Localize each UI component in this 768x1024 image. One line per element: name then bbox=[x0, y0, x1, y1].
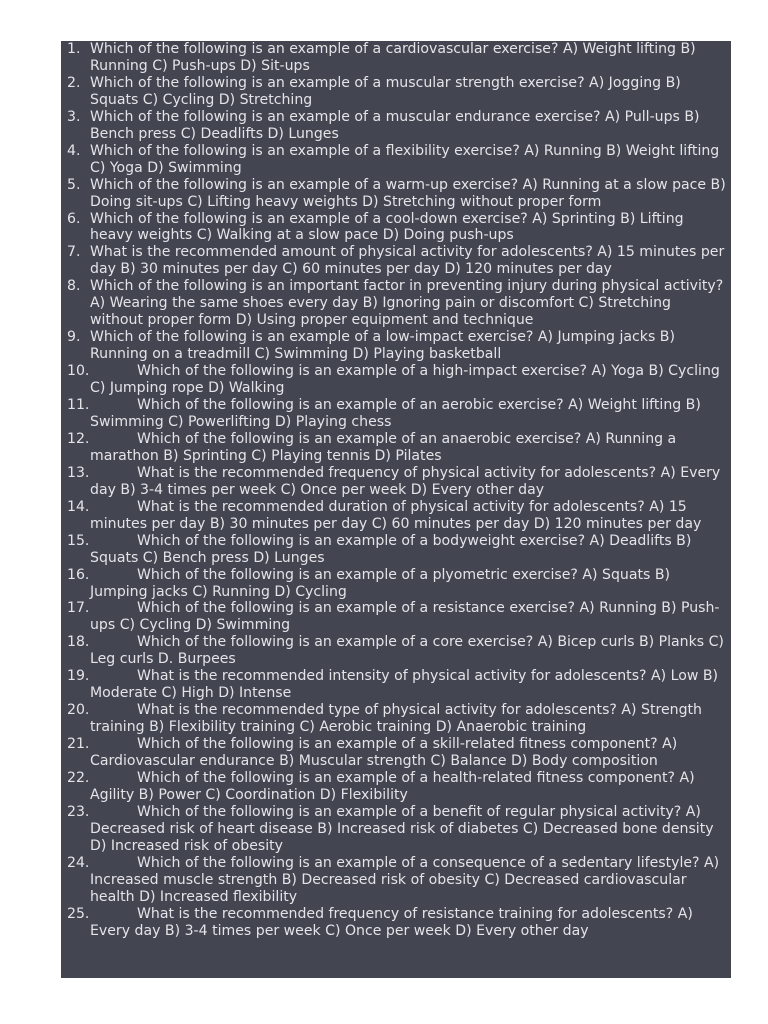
question-text: Which of the following is an example of a low-impact exercise? A) Jumping jacks B) Running on a treadmill C) Swimming D) Playing basketball bbox=[90, 329, 675, 363]
question-item bbox=[67, 855, 728, 906]
document-text-block bbox=[61, 41, 731, 978]
question-number: 24. bbox=[67, 854, 90, 871]
question-number: 15. bbox=[67, 532, 90, 549]
question-item bbox=[67, 143, 728, 177]
question-text: Which of the following is an example of an aerobic exercise? A) Weight lifting B) Swimming C) Powerlifting D) Playing chess bbox=[90, 397, 701, 430]
question-list bbox=[67, 41, 728, 940]
question-number: 11. bbox=[67, 397, 90, 414]
question-text: Which of the following is an example of an anaerobic exercise? A) Running a marathon B) Sprinting C) Playing tennis D) Pilates bbox=[90, 430, 677, 464]
question-number: 6. bbox=[67, 210, 81, 227]
question-item bbox=[67, 109, 728, 143]
question-text: What is the recommended duration of physical activity for adolescents? A) 15 minutes per day B) 30 minutes per day C) 60 minutes per day D) 120 minutes per day bbox=[90, 498, 702, 532]
question-text: Which of the following is an example of a muscular strength exercise? A) Jogging B) Squats C) Cycling D) Stretching bbox=[90, 74, 681, 108]
question-number: 18. bbox=[67, 634, 90, 651]
question-item bbox=[67, 702, 728, 736]
question-text: Which of the following is an example of a muscular endurance exercise? A) Pull-ups B) Bench press C) Deadlifts D) Lunges bbox=[90, 108, 700, 142]
question-text: Which of the following is an example of a health-related fitness component? A) Agility B) Power C) Coordination D) Flexibility bbox=[90, 769, 695, 803]
question-item bbox=[67, 499, 728, 533]
question-number: 9. bbox=[67, 329, 81, 346]
question-text: Which of the following is an important factor in preventing injury during physical activity? A) Wearing the same shoes every day B) Ignoring pain or discomfort C) Stretching without proper form D) Using proper equipment and technique bbox=[90, 278, 724, 329]
question-item bbox=[67, 41, 728, 75]
question-text: Which of the following is an example of a cardiovascular exercise? A) Weight lifting B) Running C) Push-ups D) Sit-ups bbox=[90, 41, 696, 74]
question-number: 7. bbox=[67, 244, 81, 261]
question-number: 21. bbox=[67, 736, 90, 753]
question-text: Which of the following is an example of a benefit of regular physical activity? A) Decreased risk of heart disease B) Increased risk of diabetes C) Decreased bone density D) Increased risk of obesity bbox=[90, 803, 714, 854]
question-number: 22. bbox=[67, 769, 90, 786]
question-number: 3. bbox=[67, 108, 81, 125]
question-item bbox=[67, 804, 728, 855]
question-text: Which of the following is an example of a bodyweight exercise? A) Deadlifts B) Squats C) Bench press D) Lunges bbox=[90, 532, 692, 566]
question-number: 20. bbox=[67, 702, 90, 719]
question-number: 2. bbox=[67, 74, 81, 91]
question-number: 17. bbox=[67, 600, 90, 617]
question-item bbox=[67, 668, 728, 702]
question-text: What is the recommended frequency of physical activity for adolescents? A) Every day B) 3-4 times per week C) Once per week D) Every other day bbox=[90, 464, 721, 498]
question-number: 12. bbox=[67, 430, 90, 447]
question-item bbox=[67, 75, 728, 109]
question-text: Which of the following is an example of a core exercise? A) Bicep curls B) Planks C) Leg curls D. Burpees bbox=[90, 634, 724, 668]
question-number: 23. bbox=[67, 803, 90, 820]
question-item bbox=[67, 533, 728, 567]
question-number: 4. bbox=[67, 142, 81, 159]
question-number: 16. bbox=[67, 566, 90, 583]
question-item bbox=[67, 431, 728, 465]
question-text: Which of the following is an example of a plyometric exercise? A) Squats B) Jumping jacks C) Running D) Cycling bbox=[90, 566, 670, 600]
question-item bbox=[67, 329, 728, 363]
question-number: 25. bbox=[67, 905, 90, 922]
question-item bbox=[67, 600, 728, 634]
question-item bbox=[67, 397, 728, 431]
question-number: 5. bbox=[67, 176, 81, 193]
question-item bbox=[67, 634, 728, 668]
question-item bbox=[67, 278, 728, 329]
question-number: 8. bbox=[67, 278, 81, 295]
question-item bbox=[67, 177, 728, 211]
question-text: Which of the following is an example of a skill-related fitness component? A) Cardiovascular endurance B) Muscular strength C) Balance D) Body composition bbox=[90, 736, 678, 770]
question-item bbox=[67, 567, 728, 601]
question-text: What is the recommended frequency of resistance training for adolescents? A) Every day B) 3-4 times per week C) Once per week D) Every other day bbox=[90, 905, 693, 939]
question-item bbox=[67, 906, 728, 940]
question-text: Which of the following is an example of a cool-down exercise? A) Sprinting B) Lifting heavy weights C) Walking at a slow pace D) Doing push-ups bbox=[90, 210, 684, 244]
question-text: What is the recommended type of physical activity for adolescents? A) Strength training B) Flexibility training C) Aerobic training D) Anaerobic training bbox=[90, 702, 702, 736]
question-number: 10. bbox=[67, 363, 90, 380]
question-text: Which of the following is an example of a consequence of a sedentary lifestyle? A) Increased muscle strength B) Decreased risk of obesity C) Decreased cardiovascular health D) Increased flexibility bbox=[90, 854, 720, 905]
question-item bbox=[67, 736, 728, 770]
question-text: What is the recommended amount of physical activity for adolescents? A) 15 minutes per day B) 30 minutes per day C) 60 minutes per day D) 120 minutes per day bbox=[90, 244, 725, 278]
question-item bbox=[67, 244, 728, 278]
question-number: 1. bbox=[67, 41, 81, 57]
question-item bbox=[67, 211, 728, 245]
question-number: 13. bbox=[67, 464, 90, 481]
question-item bbox=[67, 465, 728, 499]
question-item bbox=[67, 363, 728, 397]
question-text: Which of the following is an example of a high-impact exercise? A) Yoga B) Cycling C) Jumping rope D) Walking bbox=[90, 363, 720, 397]
question-text: Which of the following is an example of a flexibility exercise? A) Running B) Weight lifting C) Yoga D) Swimming bbox=[90, 142, 720, 176]
question-text: Which of the following is an example of a resistance exercise? A) Running B) Push-ups C) Cycling D) Swimming bbox=[90, 600, 720, 634]
question-text: What is the recommended intensity of physical activity for adolescents? A) Low B) Moderate C) High D) Intense bbox=[90, 668, 719, 702]
question-text: Which of the following is an example of a warm-up exercise? A) Running at a slow pace B) Doing sit-ups C) Lifting heavy weights D) Stretching without proper form bbox=[90, 176, 726, 210]
question-number: 19. bbox=[67, 668, 90, 685]
question-number: 14. bbox=[67, 498, 90, 515]
question-item bbox=[67, 770, 728, 804]
